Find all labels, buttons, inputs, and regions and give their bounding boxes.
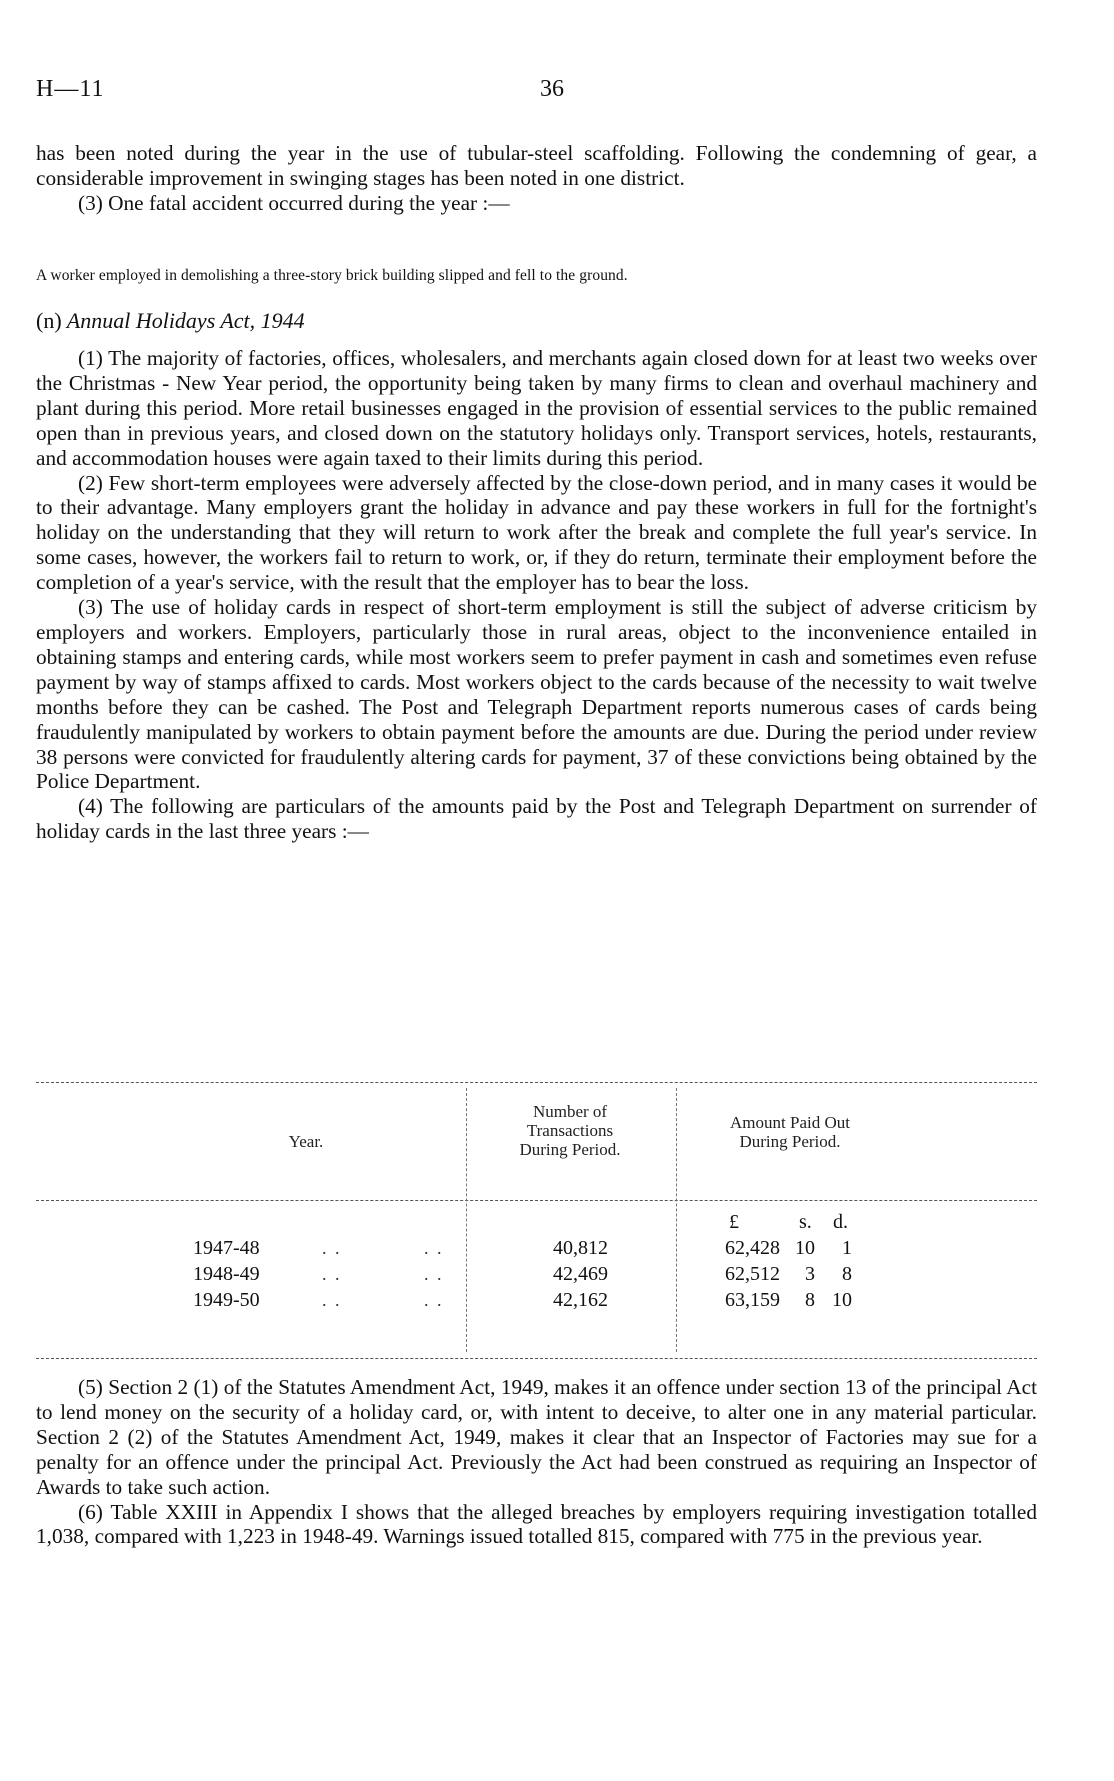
cell-pence: 10: [832, 1289, 852, 1311]
leader-dots: . .: [322, 1264, 342, 1284]
cell-pounds: 62,428: [725, 1237, 780, 1259]
cell-year: 1949-50: [193, 1289, 260, 1311]
cell-shillings: 10: [795, 1237, 815, 1259]
paragraph-6: (6) Table XXIII in Appendix I shows that the alleged breaches by employers requiring investigation totalled 1,038, compared with 1,223 in 1948-49. Warnings issued totalled 815, compared with 775 in the previous year.: [36, 1499, 1037, 1549]
cell-shillings: 3: [805, 1263, 815, 1285]
column-divider: [676, 1088, 677, 1352]
table-header-rule: [36, 1200, 1037, 1201]
continuation-paragraph: has been noted during the year in the use of tubular-steel scaffolding. Following the condemning of gear, a considerable improvement in swinging stages has been noted in one district.: [36, 141, 1037, 190]
page-reference: H—11: [36, 76, 105, 102]
paragraph-5: (5) Section 2 (1) of the Statutes Amendment Act, 1949, makes it an offence under section 13 of the principal Act to lend money on the security of a holiday card, or, with intent to deceive, to alter one in any material particular. Section 2 (2) of the Statutes Amendment Act, 1949, makes it clear that an Inspector of Factories may sue for a penalty for an offence under the principal Act. Previously the Act had been construed as requiring an Inspector of Awards to take such action.: [36, 1375, 1037, 1499]
paragraph-2: (2) Few short-term employees were adversely affected by the close-down period, and in many cases it would be to their advantage. Many employers grant the holiday in advance and pay these workers in full for the fortnight's holiday on the understanding that they will return to work after the break and complete the full year's service. In some cases, however, the workers fail to return to work, or, if they do return, terminate their employment before the completion of a year's service, with the result that the employer has to bear the loss.: [36, 470, 1037, 595]
column-divider: [466, 1088, 467, 1352]
paragraph-3: (3) The use of holiday cards in respect of short-term employment is still the subject of adverse criticism by employers and workers. Employers, particularly those in rural areas, object to the inconvenience entailed in obtaining stamps and entering cards, while most workers seem to prefer payment in cash and sometimes even refuse payment by way of stamps affixed to cards. Most workers object to the cards because of the necessity to wait twelve months before they can be cashed. The Post and Telegraph Department reports numerous cases of cards being fraudulently manipulated by workers to obtain payment before the amounts are due. During the period under review 38 persons were convicted for fraudulently altering cards for payment, 37 of these convictions being obtained by the Police Department.: [36, 595, 1037, 794]
cell-year: 1947-48: [193, 1237, 260, 1259]
leader-dots: . .: [322, 1290, 342, 1310]
cell-transactions: 40,812: [553, 1237, 608, 1259]
cell-shillings: 8: [805, 1289, 815, 1311]
cell-transactions: 42,469: [553, 1263, 608, 1285]
unit-pence: d.: [833, 1211, 848, 1233]
paragraph-1: (1) The majority of factories, offices, wholesalers, and merchants again closed down for at least two weeks over the Christmas - New Year period, the opportunity being taken by many firms to clean and overhaul machinery and plant during this period. More retail businesses engaged in the provision of essential services to the public remained open than in previous years, and closed down on the statutory holidays only. Transport services, hotels, restaurants, and accommodation houses were again taxed to their limits during this period.: [36, 346, 1037, 470]
cell-pounds: 63,159: [725, 1289, 780, 1311]
unit-shillings: s.: [799, 1211, 812, 1233]
cell-pounds: 62,512: [725, 1263, 780, 1285]
fatal-accident-paragraph: (3) One fatal accident occurred during the year :—: [78, 190, 510, 215]
section-heading: [36, 308, 305, 334]
paragraphs-before-table: [36, 346, 1037, 844]
leader-dots: . .: [322, 1238, 342, 1258]
cell-pence: 1: [842, 1237, 852, 1259]
continuation-block: [36, 141, 1037, 216]
paragraph-4: (4) The following are particulars of the amounts paid by the Post and Telegraph Department on surrender of holiday cards in the last three years :—: [36, 794, 1037, 844]
header-year: Year.: [288, 1132, 324, 1151]
section-number: (n): [36, 308, 62, 333]
header-transactions: Number of Transactions During Period.: [519, 1102, 621, 1159]
cell-pence: 8: [842, 1263, 852, 1285]
cell-transactions: 42,162: [553, 1289, 608, 1311]
table-bottom-rule: [36, 1358, 1037, 1359]
leader-dots: . .: [424, 1290, 444, 1310]
section-title: Annual Holidays Act, 1944: [66, 308, 305, 333]
leader-dots: . .: [424, 1238, 444, 1258]
leader-dots: . .: [424, 1264, 444, 1284]
page-number: 36: [540, 76, 564, 102]
table-top-rule: [36, 1082, 1037, 1083]
cell-year: 1948-49: [193, 1263, 260, 1285]
unit-pounds: £: [729, 1211, 739, 1233]
accident-note: A worker employed in demolishing a three-story brick building slipped and fell to the ground.: [36, 267, 628, 284]
header-amount: Amount Paid Out During Period.: [730, 1113, 850, 1151]
paragraphs-after-table: [36, 1375, 1037, 1549]
